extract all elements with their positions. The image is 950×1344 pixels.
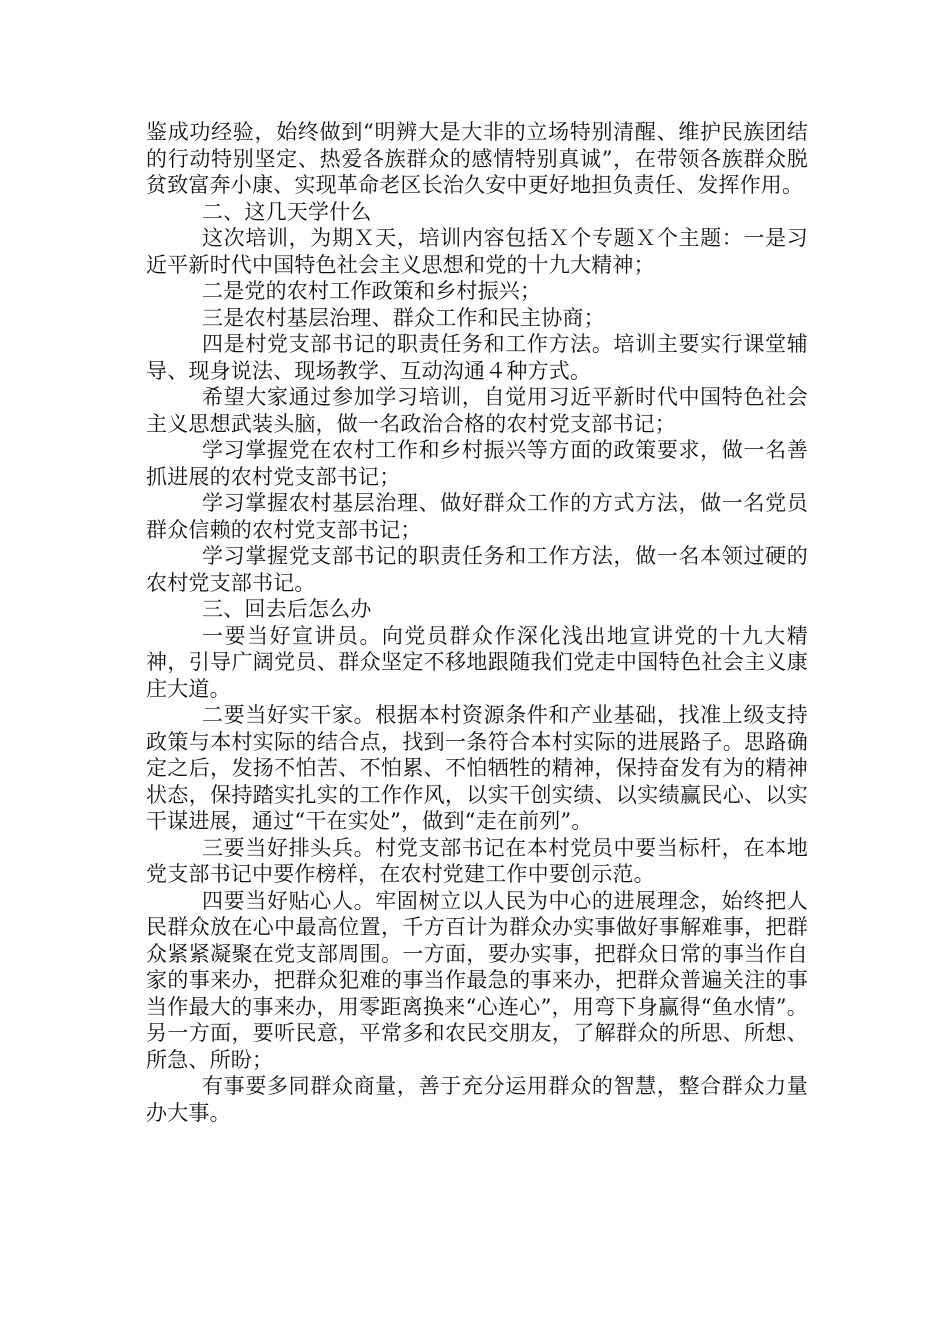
body-paragraph: 二要当好实干家。根据本村资源条件和产业基础，找准上级支持政策与本村实际的结合点，找到一条符合本村实际的进展路子。思路确定之后，发扬不怕苦、不怕累、不怕牺牲的精神，保持奋发有为的精神状态，保持踏实扎实的工作作风，以实干创实绩、以实绩赢民心、以实干谋进展，通过“干在实处”，做到“走在前列”。 xyxy=(146,703,808,833)
body-paragraph: 学习掌握党支部书记的职责任务和工作方法，做一名本领过硬的农村党支部书记。 xyxy=(146,544,808,595)
body-paragraph: 四要当好贴心人。牢固树立以人民为中心的进展理念，始终把人民群众放在心中最高位置，千方百计为群众办实事做好事解难事，把群众紧紧凝聚在党支部周围。一方面，要办实事，把群众日常的事当作自家的事来办，把群众犯难的事当作最急的事来办，把群众普遍关注的事当作最大的事来办，用零距离换来“心连心”，用弯下身赢得“鱼水情”。另一方面，要听民意，平常多和农民交朋友，了解群众的所思、所想、所急、所盼； xyxy=(146,888,808,1072)
body-paragraph: 有事要多同群众商量，善于充分运用群众的智慧，整合群众力量办大事。 xyxy=(146,1074,808,1125)
body-paragraph: 一要当好宣讲员。向党员群众作深化浅出地宣讲党的十九大精神，引导广阔党员、群众坚定不移地跟随我们党走中国特色社会主义康庄大道。 xyxy=(146,623,808,701)
body-paragraph: 希望大家通过参加学习培训，自觉用习近平新时代中国特色社会主义思想武装头脑，做一名政治合格的农村党支部书记； xyxy=(146,385,808,436)
body-paragraph: 学习掌握党在农村工作和乡村振兴等方面的政策要求，做一名善抓进展的农村党支部书记； xyxy=(146,438,808,489)
body-paragraph: 鉴成功经验，始终做到“明辨大是大非的立场特别清醒、维护民族团结的行动特别坚定、热爱各族群众的感情特别真诚”，在带领各族群众脱贫致富奔小康、实现革命老区长治久安中更好地担负责任、发挥作用。 xyxy=(146,120,808,197)
body-paragraph: 二是党的农村工作政策和乡村振兴； xyxy=(202,279,542,303)
body-paragraph: 学习掌握农村基层治理、做好群众工作的方式方法，做一名党员群众信赖的农村党支部书记； xyxy=(146,491,808,542)
body-paragraph: 四是村党支部书记的职责任务和工作方法。培训主要实行课堂辅导、现身说法、现场教学、互动沟通４种方式。 xyxy=(146,332,808,383)
document-page xyxy=(146,119,808,1126)
section-heading-2: 二、这几天学什么 xyxy=(202,199,372,224)
body-paragraph: 三要当好排头兵。村党支部书记在本村党员中要当标杆，在本地党支部书记中要作榜样，在农村党建工作中要创示范。 xyxy=(146,835,808,886)
body-paragraph: 这次培训，为期Ｘ天，培训内容包括Ｘ个专题Ｘ个主题：一是习近平新时代中国特色社会主义思想和党的十九大精神； xyxy=(146,226,808,277)
body-paragraph: 三是农村基层治理、群众工作和民主协商； xyxy=(202,305,605,330)
section-heading-3: 三、回去后怎么办 xyxy=(202,597,372,621)
